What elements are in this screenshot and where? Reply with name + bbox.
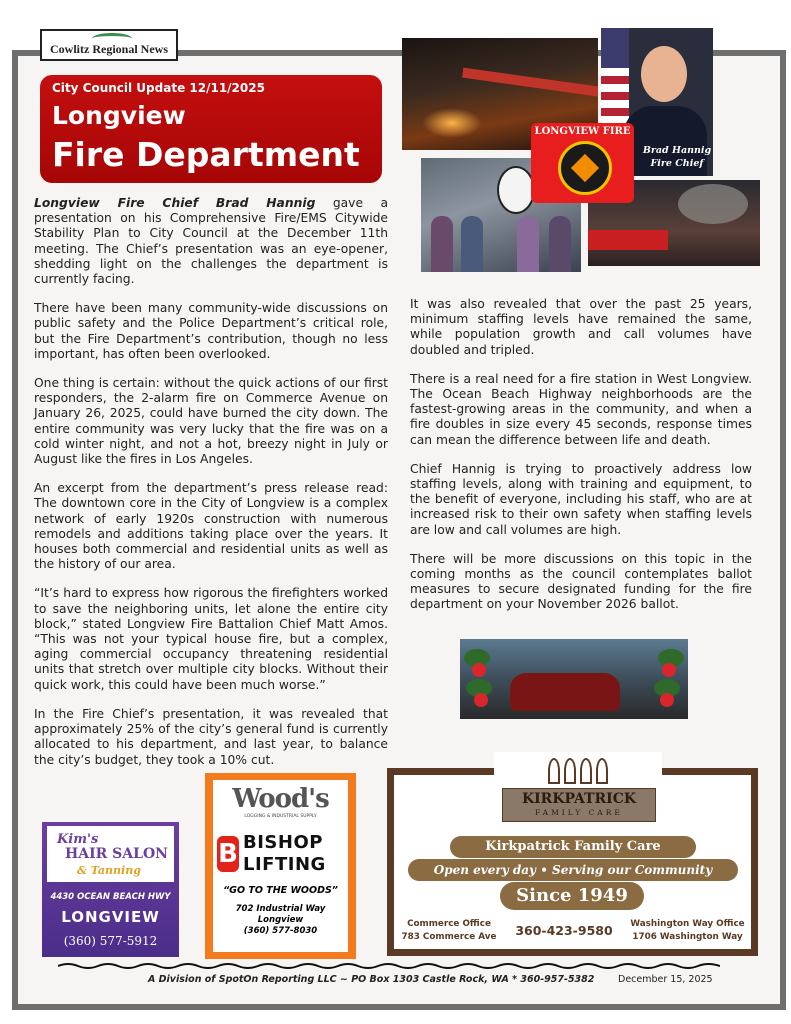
kims-city: LONGVIEW — [61, 908, 160, 926]
chief-caption-title: Fire Chief — [650, 158, 704, 169]
ornament-wreath-right-icon — [654, 649, 684, 709]
article-paragraph: An excerpt from the department’s press release read: The downtown core in the City of Longview is a complex network of early 1920s construction with numerous remodels and additions taking place over the years. It houses both commercial and residential units as well as the history of our area. — [34, 481, 388, 572]
kirkpatrick-phone[interactable]: 360-423-9580 — [515, 923, 613, 938]
kirkpatrick-logo-sub: FAMILY CARE — [535, 808, 623, 817]
kims-address: 4430 OCEAN BEACH HWY — [50, 892, 171, 902]
bishop-lifting-logo — [217, 830, 344, 878]
masthead-name: Cowlitz Regional News — [50, 42, 168, 56]
bishop-b-icon: B — [217, 836, 239, 872]
bishop-line2: LIFTING — [243, 854, 326, 875]
article-paragraph: There is a real need for a fire station in West Longview. The Ocean Beach Highway neighborhoods are the fastest-growing areas in the community, and when a fire doubles in size every 45 seconds, response times can mean the difference between life and death. — [410, 371, 752, 447]
banner-department: Fire Department — [52, 135, 360, 174]
badge-text: LONGVIEW FIRE — [534, 126, 631, 137]
longview-fire-badge-logo — [531, 123, 634, 203]
article-paragraph: There have been many community-wide discussions on public safety and the Police Department’s critical role, but the Fire Department’s contribution, though no less important, has often been overlooked. — [34, 301, 388, 361]
chief-caption-name: Brad Hannig — [642, 145, 712, 156]
antique-fire-engine-icon — [510, 673, 620, 711]
article-column-right — [410, 297, 752, 627]
woods-subtitle: LOGGING & INDUSTRIAL SUPPLY — [244, 814, 317, 819]
ornament-wreath-left-icon — [464, 649, 494, 709]
chief-caption — [641, 144, 713, 170]
kirkpatrick-logo — [494, 752, 662, 824]
headline-banner — [40, 75, 382, 183]
article-paragraph-text: gave a presentation on his Comprehensive Fire/EMS Citywide Stability Plan to City Council at the December 11th meeting. The Chief’s presentation was an eye-opener, shedding light on the challenges the department is currently facing. — [34, 196, 388, 287]
kirkpatrick-name: Kirkpatrick Family Care — [450, 836, 696, 858]
kims-logo-line2: HAIR SALON — [65, 846, 168, 862]
kirkpatrick-logo-name: KIRKPATRICK — [521, 791, 637, 807]
masthead-logo — [40, 29, 178, 61]
article-paragraph: There will be more discussions on this topic in the coming months as the council contemplates ballot measures to secure designated funding for the fire department on your November 2026 ballot. — [410, 551, 752, 612]
kims-hair-salon-ad[interactable] — [42, 822, 179, 957]
washington-office-name: Washington Way Office — [630, 919, 745, 929]
kims-logo-line3: & Tanning — [77, 864, 141, 877]
dalmatian-mascot-icon — [497, 166, 535, 214]
banner-city: Longview — [52, 101, 186, 130]
article-paragraph — [34, 196, 388, 287]
woods-tagline: “GO TO THE WOODS” — [223, 885, 338, 896]
article-paragraph: It was also revealed that over the past 25 years, minimum staffing levels have remained the same, while population growth and call volumes have doubled and tripled. — [410, 297, 752, 357]
wave-divider — [58, 962, 720, 970]
kims-logo — [47, 826, 174, 882]
commerce-office-address: 783 Commerce Ave — [401, 932, 497, 942]
washington-office-address: 1706 Washington Way — [632, 932, 743, 942]
kirkpatrick-since: Since 1949 — [500, 882, 644, 910]
footer-date: December 15, 2025 — [618, 974, 713, 985]
article-paragraph: Chief Hannig is trying to proactively address low staffing levels, along with training and equipment, to the benefit of everyone, including his staff, who are at increased risk to their own safety when staffing levels are low and call volumes are high. — [410, 461, 752, 537]
article-paragraph: One thing is certain: without the quick actions of our first responders, the 2-alarm fire on Commerce Avenue on January 26, 2025, could have burned the city down. The entire community was very lucky that the fire was on a cold winter night, and not a hot, breezy night in July or August like the fires in Los Angeles. — [34, 376, 388, 467]
kirkpatrick-hours: Open every day • Serving our Community — [408, 859, 738, 881]
bishop-line1: BISHOP — [243, 832, 323, 853]
footer-publisher: A Division of SpotOn Reporting LLC ~ PO Box 1303 Castle Rock, WA * 360-957-5382 — [148, 974, 595, 985]
woods-address: 702 Industrial Way — [235, 904, 326, 914]
commerce-office — [394, 918, 504, 944]
article-paragraph: “It’s hard to express how rigorous the firefighters worked to save the neighboring units, let alone the entire city block,” stated Longview Fire Battalion Chief Matt Amos. “This was not your typical house fire, but a complex, aging commercial occupancy threatening residential units that stretch over multiple city blocks. Without their quick work, this could have been much worse.” — [34, 586, 388, 692]
holiday-fire-engine-photo — [460, 639, 688, 719]
kirkpatrick-family-care-ad[interactable] — [387, 768, 758, 956]
family-figures-icon — [548, 758, 608, 784]
woods-brand: Wood's — [232, 784, 329, 814]
maltese-cross-icon — [558, 141, 612, 195]
article-column-left — [34, 196, 388, 782]
kims-logo-line1: Kim's — [57, 832, 99, 847]
article-lead: Longview Fire Chief Brad Hannig — [34, 196, 316, 210]
article-paragraph: In the Fire Chief’s presentation, it was revealed that approximately 25% of the city’s general fund is currently allocated to his department, and last year, to balance the city’s budget, they took a 10% cut. — [34, 706, 388, 767]
commerce-office-name: Commerce Office — [407, 919, 491, 929]
washington-way-office — [624, 918, 751, 944]
woods-phone: (360) 577-8030 — [243, 926, 318, 936]
kims-phone: (360) 577-5912 — [63, 934, 158, 948]
banner-kicker: City Council Update 12/11/2025 — [52, 81, 265, 95]
woods-bishop-lifting-ad[interactable] — [205, 773, 356, 959]
woods-city: Longview — [257, 915, 304, 925]
